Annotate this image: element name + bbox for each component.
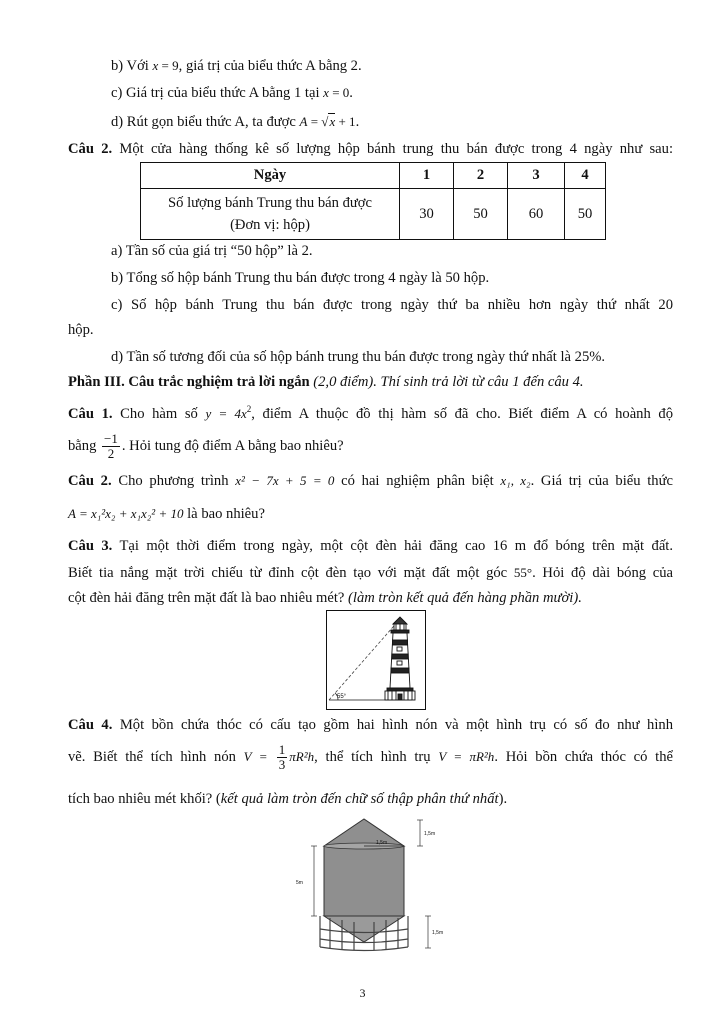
- angle-label: 55°: [337, 694, 347, 700]
- section-heading: Phần III. Câu trắc nghiệm trả lời ngắn (2,0 điểm). Thí sinh trả lời từ câu 1 đến câu 4.: [68, 374, 584, 390]
- problem-1-line-2: bằng $\frac{-1}{2}$ . Hỏi tung độ điểm A bằng bao nhiêu?: [68, 431, 344, 462]
- table-row: [141, 189, 606, 240]
- radius-label: 1,5m: [376, 840, 388, 846]
- problem-3-line-1: Câu 3. Tại một thời điểm trong ngày, một cột đèn hải đăng cao 16 m đổ bóng trên mặt đất.: [68, 538, 673, 554]
- table-header-cell: 3: [508, 163, 565, 189]
- table-cell: 30: [400, 189, 454, 240]
- table-header-cell: Ngày: [141, 163, 400, 189]
- problem-4-line-2: vẽ. Biết thể tích hình nón V = $\frac{1}{3}$ πR²h, thể tích hình trụ V = πR²h. Hỏi bồn chứa thóc có thể: [68, 742, 673, 773]
- question-2-stem: Câu 2. Một cửa hàng thống kê số lượng hộp bánh trung thu bán được trong 4 ngày như sau:: [68, 141, 673, 157]
- sqrt-sign: √: [321, 114, 329, 129]
- table-header-cell: 1: [400, 163, 454, 189]
- problem-3-line-3: cột đèn hải đăng trên mặt đất là bao nhiêu mét? (làm tròn kết quả đến hàng phần mười).: [68, 590, 582, 606]
- lighthouse-figure: [326, 610, 426, 710]
- sales-table: [140, 162, 606, 240]
- problem-2-line-1: Câu 2. Cho phương trình x² − 7x + 5 = 0 có hai nghiệm phân biệt x₁, x₂. Giá trị của biểu thức: [68, 473, 673, 489]
- statement-d: d) Tần số tương đối của số hộp bánh trung thu bán được trong ngày thứ nhất là 25%.: [111, 349, 606, 365]
- problem-4-line-1: Câu 4. Một bồn chứa thóc có cấu tạo gồm hai hình nón và một hình trụ có số đo như hình: [68, 717, 673, 733]
- table-cell: 60: [508, 189, 565, 240]
- lighthouse-icon: [385, 617, 415, 700]
- grain-tank-figure: [290, 812, 460, 960]
- statement-c: c) Giá trị của biểu thức A bằng 1 tại x = 0.: [111, 85, 353, 101]
- table-header-cell: 2: [454, 163, 508, 189]
- problem-4-line-3: tích bao nhiêu mét khối? (kết quả làm tròn đến chữ số thập phân thứ nhất).: [68, 791, 508, 807]
- statement-a: a) Tần số của giá trị “50 hộp” là 2.: [111, 243, 313, 259]
- statement-b: b) Tổng số hộp bánh Trung thu bán được trong 4 ngày là 50 hộp.: [111, 270, 490, 286]
- table-cell: 50: [565, 189, 606, 240]
- fraction: $\frac{-1}{2}$: [104, 431, 118, 462]
- tank-icon: [320, 819, 408, 951]
- statement-d: d) Rút gọn biểu thức A, ta được A = √x + 1.: [111, 114, 360, 130]
- fraction: $\frac{1}{3}$: [278, 742, 286, 773]
- problem-1-line-1: Câu 1. Cho hàm số $y = 4x^2$, điểm A thuộc đồ thị hàm số đã cho. Biết điểm A có hoành độ: [68, 404, 673, 422]
- statement-c-continued: hộp.: [68, 322, 94, 338]
- statement-c: c) Số hộp bánh Trung thu bán được trong ngày thứ ba nhiều hơn ngày thứ nhất 20: [111, 297, 673, 313]
- table-row-label: Số lượng bánh Trung thu bán được (Đơn vị: hộp): [141, 189, 400, 240]
- table-header-row: [141, 163, 606, 189]
- cylinder-height-label: 5m: [296, 880, 303, 886]
- top-cone-height-label: 1,5m: [424, 831, 436, 837]
- table-cell: 50: [454, 189, 508, 240]
- table-header-cell: 4: [565, 163, 606, 189]
- page-number: 3: [359, 986, 366, 1000]
- bottom-cone-height-label: 1,5m: [432, 930, 444, 936]
- statement-b: b) Với x = 9, giá trị của biểu thức A bằng 2.: [111, 58, 362, 74]
- problem-3-line-2: Biết tia nắng mặt trời chiếu từ đỉnh cột đèn tạo với mặt đất một góc 55°. Hỏi độ dài bóng của: [68, 565, 673, 581]
- problem-2-line-2: A = x₁²x₂ + x₁x₂² + 10 là bao nhiêu?: [68, 506, 265, 522]
